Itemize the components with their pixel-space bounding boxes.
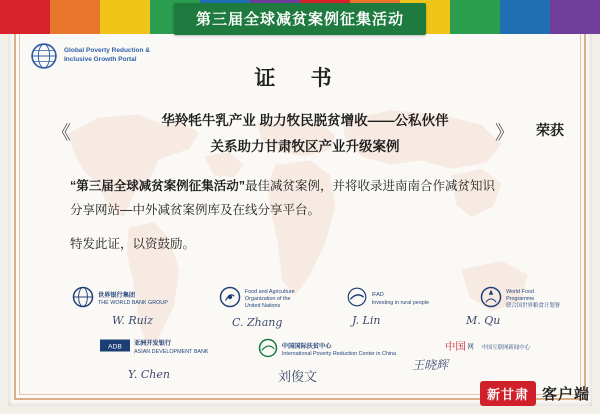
org-fao [219, 286, 295, 313]
org-wfp [480, 286, 560, 313]
svg-text:ADB: ADB [108, 343, 122, 351]
org-world-bank-en: THE WORLD BANK GROUP [98, 300, 168, 307]
brand-watermark [480, 381, 590, 406]
ribbon-segment [500, 0, 550, 34]
signature-iprcc: 刘俊文 [278, 370, 318, 385]
org-china-internet [445, 338, 530, 359]
org-world-bank-label [98, 292, 168, 307]
wfp-icon [480, 286, 502, 313]
signature-adb: Y. Chen [128, 368, 170, 381]
organization-logos-row-1 [72, 286, 560, 313]
citation-rest: 最佳减贫案例，并将收录进南南合作减贫知识 [245, 179, 496, 193]
china-internet-icon [445, 338, 477, 359]
certificate-body [70, 108, 540, 256]
project-name-line-1: 华羚牦牛乳产业 助力牧民脱贫增收——公私伙伴 [161, 113, 449, 128]
signature-fao: C. Zhang [232, 316, 283, 329]
org-fao-label: Food and Agriculture Organization of the United Nations [244, 288, 295, 309]
signature-ifad: J. Lin [352, 314, 381, 327]
org-ifad [346, 286, 429, 313]
ribbon-segment [0, 0, 50, 34]
organization-logos-row-2 [100, 338, 530, 363]
org-adb [100, 338, 209, 358]
signature-china-internet: 王晓辉 [412, 358, 449, 372]
org-wfp-label: World Food Programme 联合国世界粮食计划署 [506, 288, 560, 309]
quote-open: 《 [52, 123, 72, 144]
org-iprcc [258, 338, 396, 363]
project-name-line-2: 关系助力甘肃牧区产业升级案例 [210, 139, 400, 154]
org-iprcc-label [282, 343, 396, 358]
org-china-internet-label: 中国互联网新闻中心 [481, 344, 530, 351]
ribbon-segment [450, 0, 500, 34]
svg-text:网: 网 [467, 342, 475, 351]
brand-text: 客户端 [541, 386, 590, 403]
org-world-bank-cn: 世界银行集团 [98, 291, 136, 299]
brand-badge: 新甘肃 [480, 381, 536, 406]
ifad-icon [346, 286, 368, 313]
ribbon-segment [100, 0, 150, 34]
org-adb-en: ASIAN DEVELOPMENT BANK [134, 348, 209, 355]
citation-event-name: “第三届全球减贫案例征集活动” [70, 179, 246, 193]
adb-icon [100, 338, 130, 358]
page-title: 证 书 [254, 65, 346, 90]
org-iprcc-cn: 中国国际扶贫中心 [281, 342, 332, 350]
ribbon-segment [50, 0, 100, 34]
org-world-bank [72, 286, 168, 313]
fao-icon [219, 286, 241, 313]
award-word: 荣获 [536, 122, 564, 138]
gpig-logo-label: Global Poverty Reduction & Inclusive Growth Portal [64, 47, 150, 63]
citation-paragraph-3: 特发此证，以资鼓励。 [70, 237, 196, 251]
org-ifad-label: IFAD Investing in rural people [371, 292, 429, 306]
org-adb-cn: 亚洲开发银行 [134, 340, 172, 348]
signature-wfp: M. Qu [466, 314, 501, 327]
citation-paragraph-1 [70, 174, 540, 198]
ribbon-segment [550, 0, 600, 34]
iprcc-icon [258, 338, 278, 363]
org-iprcc-en: International Poverty Reduction Center in China [281, 351, 397, 358]
event-title-banner: 第三届全球减贫案例征集活动 [174, 3, 426, 35]
signature-world-bank: W. Ruiz [112, 314, 154, 327]
svg-text:中国: 中国 [445, 341, 467, 353]
world-bank-icon [72, 286, 94, 313]
org-adb-label [134, 340, 209, 355]
quote-close: 》 [494, 123, 514, 144]
citation-paragraph-2: 分享网站—中外减贫案例库及在线分享平台。 [70, 203, 321, 217]
